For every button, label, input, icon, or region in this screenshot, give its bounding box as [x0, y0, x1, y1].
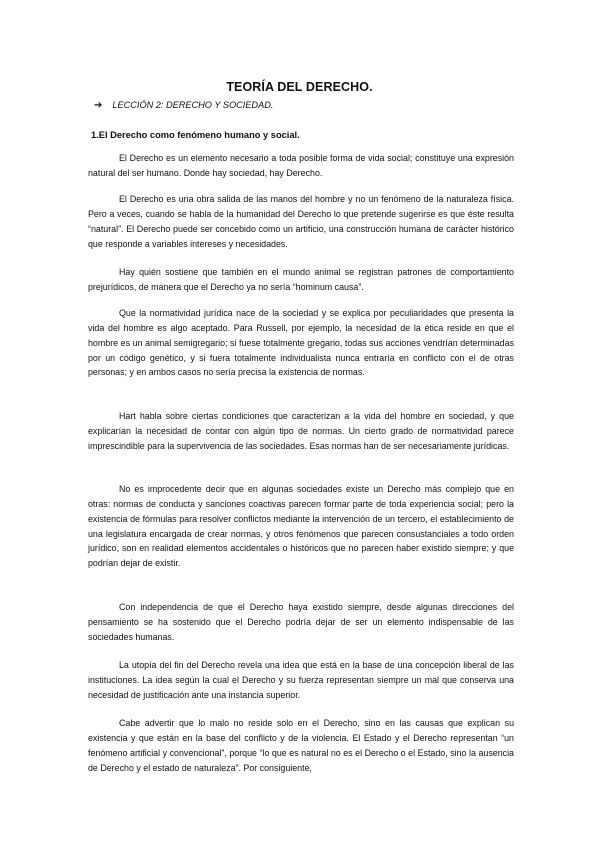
- paragraph: Hart habla sobre ciertas condiciones que caracterizan a la vida del hombre en sociedad, y que explicarían la necesidad de contar con algún tipo de normas. Un cierto grado de normatividad parece imprescindible para la supervivencia de las sociedades. Esas normas han de ser necesariamente jurídicas.: [88, 411, 514, 451]
- arrow-right-icon: ➔: [94, 100, 103, 111]
- paragraph: No es improcedente decir que en algunas sociedades existe un Derecho más complejo que en otras: normas de conducta y sanciones coactivas parecen formar parte de toda experiencia social; pero la existencia de fórmulas para resolver conflictos mediante la intervención de un tercero, el establecimiento de una legislatura encargada de crear normas, y otros fenómenos que parecen consustanciales a todo orden jurídico, son en realidad elementos accidentales o históricos que no parecen haber existido siempre; y que podrían dejar de existir.: [88, 484, 514, 569]
- paragraph: El Derecho es una obra salida de las manos del hombre y no un fenómeno de la naturaleza física. Pero a veces, cuando se habla de la humanidad del Derecho lo que pretende sugerirse es que éste resulta “natural”. El Derecho puede ser concebido como un artificio, una construcción humana de carácter histórico que responde a variables intereses y necesidades.: [88, 194, 514, 249]
- paragraph: Que la normatividad jurídica nace de la sociedad y se explica por peculiaridades que presenta la vida del hombre es algo aceptado. Para Russell, por ejemplo, la necesidad de la ética reside en que el hombre es un animal semigregario; si fuese totalmente gregario, todas sus acciones vendrían determinadas por un código genético, y si fuera totalmente individualista nunca entraría en conflicto con el de otras personas; y en ambos casos no sería precisa la existencia de normas.: [88, 308, 514, 378]
- document-title: TEORÍA DEL DERECHO.: [226, 80, 373, 94]
- paragraph: El Derecho es un elemento necesario a toda posible forma de vida social; constituye una expresión natural del ser humano. Donde hay sociedad, hay Derecho.: [88, 153, 514, 178]
- paragraph: Con independencia de que el Derecho haya existido siempre, desde algunas direcciones del pensamiento se ha sostenido que el Derecho podría dejar de ser un elemento indispensable de las sociedades humanas.: [88, 602, 514, 642]
- lesson-label: LECCIÓN 2: DERECHO Y SOCIEDAD.: [112, 100, 274, 110]
- paragraph: Cabe advertir que lo malo no reside solo en el Derecho, sino en las causas que explican su existencia y que están en la base del conflicto y de la violencia. El Estado y el Derecho representan “un fenómeno artificial y convencional”, porque “lo que es natural no es el Derecho o el Estado, sino la ausencia de Derecho y el estado de naturaleza”. Por consiguiente,: [88, 718, 514, 773]
- section-heading: 1.El Derecho como fenómeno humano y social.: [91, 130, 300, 140]
- paragraph: La utopía del fin del Derecho revela una idea que está en la base de una concepción liberal de las instituciones. La idea según la cual el Derecho y su fuerza representan siempre un mal que conserva una necesidad de justificación ante una instancia superior.: [88, 660, 514, 700]
- paragraph: Hay quién sostiene que también en el mundo animal se registran patrones de comportamiento prejurídicos, de manera que el Derecho ya no sería “hominum causa”.: [88, 267, 514, 292]
- lesson-heading: [94, 100, 273, 111]
